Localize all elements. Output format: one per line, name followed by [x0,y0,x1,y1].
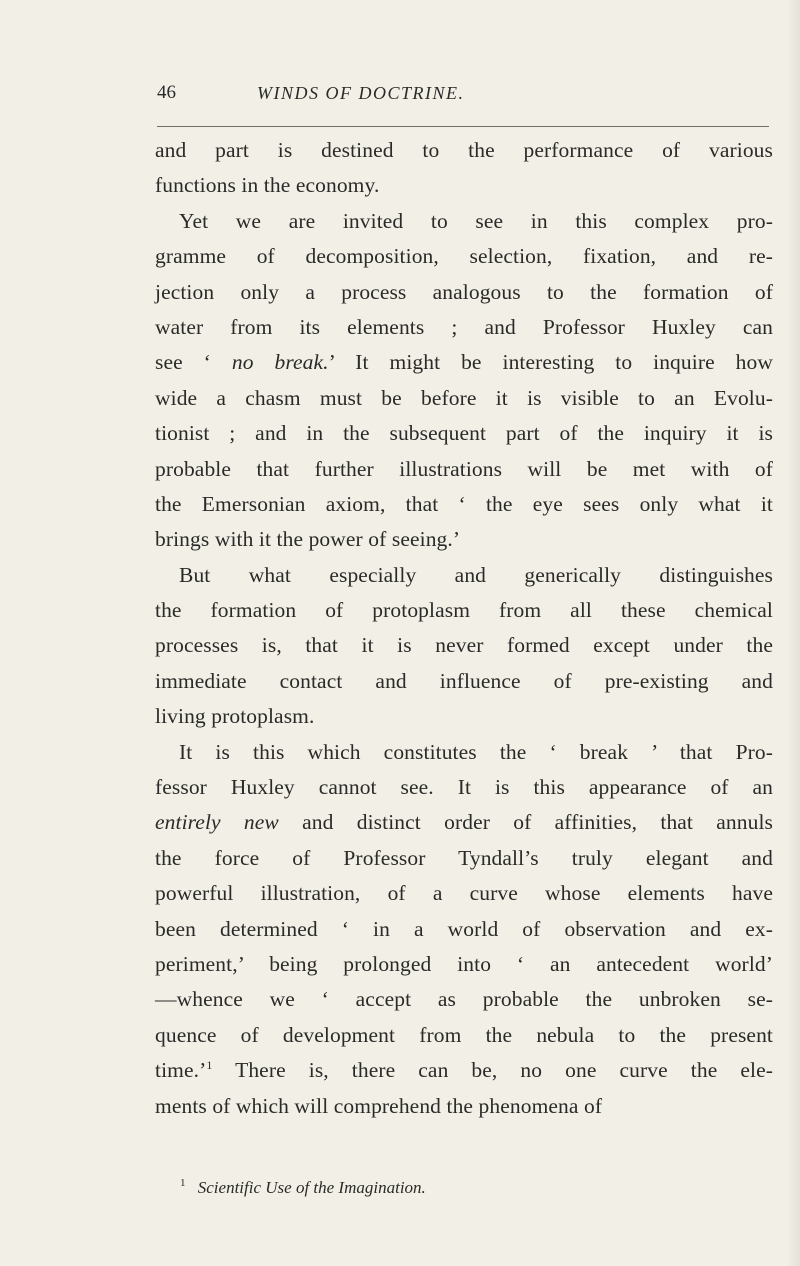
running-title: WINDS OF DOCTRINE. [257,83,465,103]
page-edge-shadow [786,0,800,1266]
text-line: the formation of protoplasm from all these chemical [155,598,773,623]
line-start: time.’ [155,1058,207,1083]
text-line: powerful illustration, of a curve whose elements have [155,881,773,906]
text-line: gramme of decomposition, selection, fixation, and re- [155,244,773,269]
text-line: But what especially and generically distinguishes [179,562,773,587]
page-number: 46 [157,82,176,103]
footnote-title: Scientific Use of the Imagination. [197,1178,426,1197]
text-line: and part is destined to the performance of various [155,138,773,162]
italic-phrase: entirely new [155,810,279,835]
quote-rest: ’ It might be interesting to inquire how [328,350,773,375]
line-rest: and distinct order of affinities, that annuls [278,810,774,835]
text-line: tionist ; and in the subsequent part of the inquiry it is [155,421,773,446]
footnote-marker: 1 [180,1177,186,1190]
footnote-reference[interactable]: 1 [206,1058,213,1072]
text-line-italic [155,345,773,380]
text-line: Yet we are invited to see in this complex pro- [179,208,773,233]
text-line: the force of Professor Tyndall’s truly elegant and [155,845,773,870]
text-line: —whence we ‘ accept as probable the unbroken se- [155,987,773,1012]
body-text [155,133,773,1124]
text-line: immediate contact and influence of pre-existing and [155,668,773,693]
text-line: brings with it the power of seeing.’ [155,527,461,552]
running-header [157,78,772,108]
text-line: living protoplasm. [155,704,315,729]
text-line: periment,’ being prolonged into ‘ an antecedent world’ [155,951,773,976]
italic-phrase: no break. [231,350,329,375]
text-line: fessor Huxley cannot see. It is this appearance of an [155,775,773,800]
text-line: functions in the economy. [155,173,380,198]
text-line: quence of development from the nebula to the present [155,1022,773,1047]
text-line: It is this which constitutes the ‘ break ’ that Pro- [179,739,773,764]
text-line: processes is, that it is never formed except under the [155,633,773,658]
text-line: probable that further illustrations will be met with of [155,456,773,481]
header-rule [157,126,769,127]
text-line: the Emersonian axiom, that ‘ the eye sees only what it [155,491,773,516]
text-line: been determined ‘ in a world of observation and ex- [155,916,773,941]
footnote [180,1174,426,1202]
text-line-italic [155,805,773,840]
text-line: wide a chasm must be before it is visible to an Evolu- [155,385,773,410]
text-line: water from its elements ; and Professor Huxley can [155,314,773,339]
quote-open: see ‘ [155,350,232,375]
text-line-with-note [155,1053,773,1088]
line-rest: There is, there can be, no one curve the ele- [212,1058,773,1083]
text-line: ments of which will comprehend the phenomena of [155,1093,603,1118]
text-line: jection only a process analogous to the formation of [155,279,773,304]
